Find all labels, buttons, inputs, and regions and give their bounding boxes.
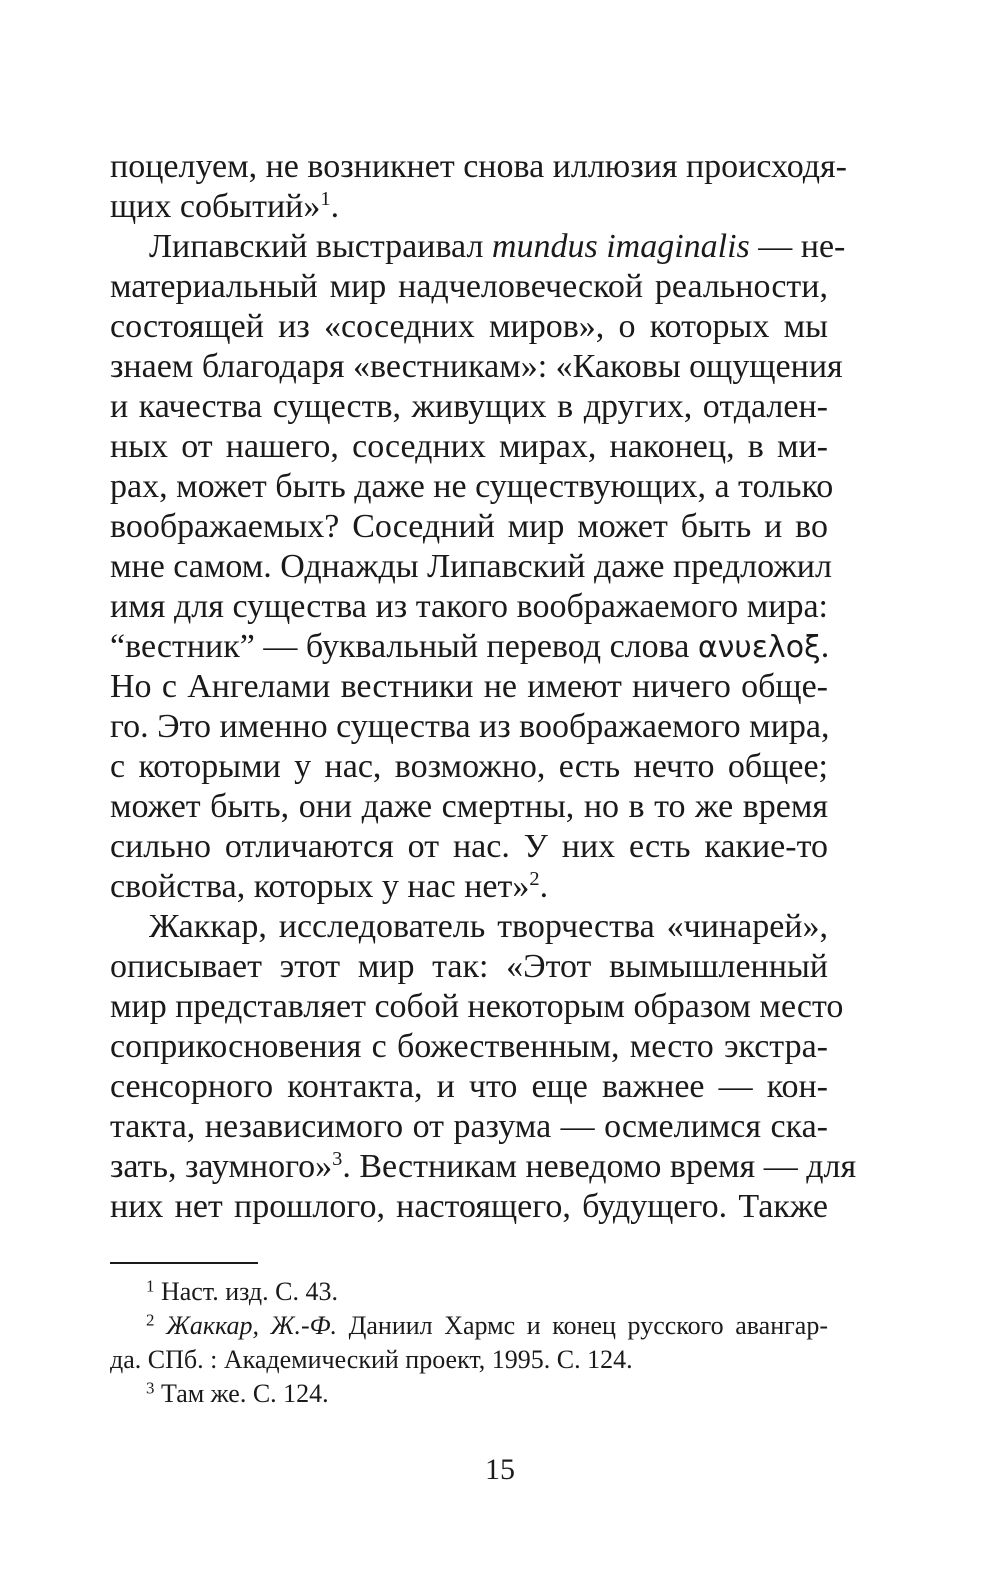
footnote-line: да. СПб. : Академический проект, 1995. С. 124.	[110, 1345, 633, 1374]
text-line: них нет прошлого, настоящего, будущего. Также	[110, 1188, 828, 1225]
text-line: сильно отличаются от нас. У них есть какие-то	[110, 828, 828, 865]
text-line: такта, независимого от разума — осмелимся ска-	[110, 1108, 828, 1145]
footnote-marker: 1	[146, 1276, 155, 1296]
text-line: описывает этот мир так: «Этот вымышленный	[110, 948, 828, 985]
text-line: го. Это именно существа из воображаемого мира,	[110, 708, 830, 745]
footnote-line: $^2$ Жаккар, Ж.-Ф. Даниил Хармс и конец русского авангар-	[146, 1310, 829, 1340]
text-line: воображаемых? Соседний мир может быть и во	[110, 508, 828, 545]
text-line: щих событий»$^1$.	[110, 187, 340, 225]
text-line: зать, заумного»$^3$. Вестникам неведомо время — для	[110, 1147, 857, 1185]
text-line: соприкосновения с божественным, место экстра-	[110, 1028, 828, 1065]
text-line: знаем благодаря «вестникам»: «Каковы ощущения	[110, 348, 843, 385]
text-line: сенсорного контакта, и что еще важнее — кон-	[110, 1068, 828, 1105]
text-line: Липавский выстраивал mundus imaginalis — не-	[149, 228, 846, 265]
footnote-line: $^1$ Наст. изд. С. 43.	[146, 1276, 339, 1306]
greek-word: ανυελοξ	[697, 630, 821, 665]
text-line: “вестник” — буквальный перевод слова ανυελοξ.	[110, 628, 830, 665]
italic-text: Жаккар, Ж.-Ф.	[166, 1311, 338, 1340]
footnote-marker: 3	[332, 1147, 343, 1170]
italic-text: mundus imaginalis	[491, 228, 750, 265]
text-line: рах, может быть даже не существующих, а только	[110, 468, 834, 505]
footnote-marker: 2	[529, 867, 540, 890]
text-line: и качества существ, живущих в других, отдален-	[110, 388, 828, 425]
footnote-divider	[110, 1262, 258, 1264]
text-line: материальный мир надчеловеческой реальности,	[110, 268, 828, 305]
text-line: мне самом. Однажды Липавский даже предложил	[110, 548, 832, 585]
text-line: ных от нашего, соседних мирах, наконец, в ми-	[110, 428, 828, 465]
text-line: Но с Ангелами вестники не имеют ничего обще-	[110, 668, 828, 705]
text-line: может быть, они даже смертны, но в то же время	[110, 788, 828, 825]
text-line: имя для существа из такого воображаемого мира:	[110, 588, 828, 625]
text-line: поцелуем, не возникнет снова иллюзия происходя-	[110, 148, 847, 185]
footnote-line: $^3$ Там же. С. 124.	[146, 1378, 329, 1408]
text-line: Жаккар, исследователь творчества «чинарей»,	[149, 908, 828, 945]
text-line: мир представляет собой некоторым образом место	[110, 988, 844, 1025]
page-number: 15	[485, 1453, 515, 1486]
text-line: свойства, которых у нас нет»$^2$.	[110, 867, 549, 905]
footnote-marker: 2	[146, 1310, 155, 1330]
footnote-marker: 1	[320, 187, 331, 210]
text-line: состоящей из «соседних миров», о которых мы	[110, 308, 828, 345]
text-line: с которыми у нас, возможно, есть нечто общее;	[110, 748, 828, 785]
footnote-marker: 3	[146, 1378, 155, 1398]
